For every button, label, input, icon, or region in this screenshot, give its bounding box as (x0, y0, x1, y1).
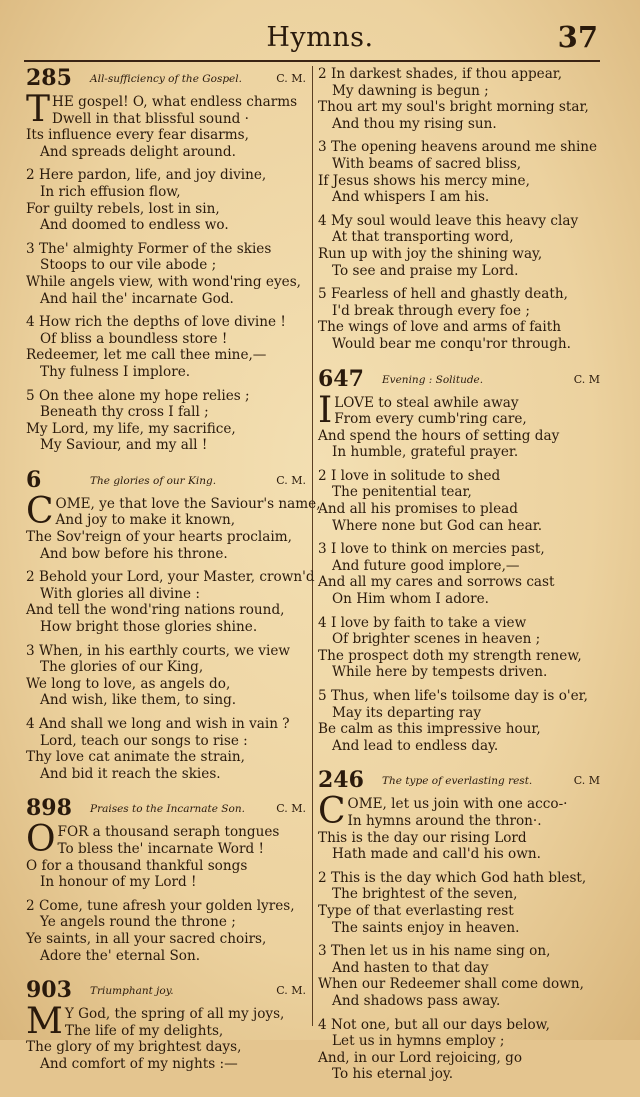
stanza (26, 569, 315, 636)
verse-line: Stoops to our vile abode ; (40, 257, 217, 274)
page-number: 37 (557, 20, 598, 54)
verse-line: To see and praise my Lord. (332, 262, 519, 279)
hymn-meter: C. M (573, 372, 600, 386)
verse-line: The Sov'reign of your hearts proclaim, (26, 529, 292, 546)
page-title: Hymns. (266, 22, 374, 53)
verse-line: 4 I love by faith to take a view (318, 614, 527, 631)
hymn (318, 768, 602, 1083)
hymn-title: Triumphant joy. (90, 985, 174, 998)
verse-line: Thou art my soul's bright morning star, (318, 99, 589, 116)
verse-line: If Jesus shows his mercy mine, (318, 172, 530, 189)
verse-line: And whispers I am his. (332, 189, 490, 206)
stanza (318, 943, 602, 1009)
stanza (318, 791, 602, 863)
verse-line: I'd break through every foe ; (332, 302, 530, 319)
verse-line: 3 I love to think on mercies past, (318, 541, 545, 558)
verse-line: With glories all divine : (40, 585, 200, 602)
verse-line: 4 Not one, but all our days below, (318, 1016, 550, 1033)
verse-line: While here by tempests driven. (332, 664, 548, 681)
verse-line: While angels view, with wond'ring eyes, (26, 273, 302, 290)
hymn-meter: C. M. (276, 72, 306, 85)
stanza (26, 388, 308, 454)
verse-line: COME, ye that love the Saviour's name, (26, 490, 321, 532)
verse-line: And shadows pass away. (332, 992, 501, 1009)
hymn-header (318, 768, 602, 796)
verse-line: ILOVE to steal awhile away (318, 389, 519, 431)
verse-line: M Y God, the spring of all my joys, (26, 1001, 285, 1043)
hymn-header (26, 66, 308, 94)
verse-line: Thy love cat animate the strain, (26, 749, 245, 766)
stanza (318, 688, 602, 754)
stanza (26, 490, 321, 562)
stanza (318, 468, 602, 534)
verse-line: And, in our Lord rejoicing, go (318, 1049, 523, 1066)
hymn (26, 466, 321, 783)
verse-line: Ye saints, in all your sacred choirs, (26, 930, 267, 947)
stanza (26, 314, 308, 380)
verse-line: 5 Thus, when life's toilsome day is o'er, (318, 688, 588, 704)
verse-line: Its influence every fear disarms, (26, 127, 249, 144)
hymn-title: The type of everlasting rest. (382, 775, 533, 788)
verse-line: 2 Here pardon, life, and joy divine, (26, 167, 267, 184)
hymn-number: 898 (26, 795, 72, 822)
verse-line: Of brighter scenes in heaven ; (332, 631, 541, 648)
verse-line: And joy to make it known, (55, 512, 236, 529)
stanza (26, 819, 308, 891)
verse-line: And thou my rising sun. (332, 115, 497, 132)
verse-line: For guilty rebels, lost in sin, (26, 200, 220, 217)
stanza (318, 541, 602, 607)
verse-line: And comfort of my nights :— (40, 1055, 238, 1072)
column-divider (312, 66, 313, 1026)
hymn-number: 647 (318, 365, 364, 392)
stanza (318, 66, 602, 132)
verse-line: And future good implore,— (332, 557, 520, 574)
verse-line: The wings of love and arms of faith (318, 319, 561, 336)
verse-line: When our Redeemer shall come down, (318, 976, 584, 993)
hymn-meter: C. M (573, 774, 600, 788)
page-header (0, 22, 640, 62)
verse-line: 5 Fearless of hell and ghastly death, (318, 286, 568, 303)
verse-line: To his eternal joy. (332, 1066, 454, 1083)
stanza (318, 139, 602, 205)
hymn-header (318, 367, 602, 395)
verse-line: From every cumb'ring care, (334, 411, 527, 428)
left-column (26, 65, 321, 1087)
hymn-header (26, 978, 308, 1006)
verse-line: And spreads delight around. (40, 143, 236, 160)
drop-cap: T (26, 89, 51, 130)
hymn-meter: C. M. (276, 802, 306, 816)
verse-line: Dwell in that blissful sound · (52, 110, 249, 127)
verse-line: May its departing ray (332, 704, 482, 721)
verse-line: How bright those glories shine. (40, 619, 258, 636)
hymn (26, 66, 308, 454)
verse-line: In humble, grateful prayer. (332, 444, 519, 461)
verse-line: And all my cares and sorrows cast (318, 574, 555, 591)
right-column (318, 66, 602, 1097)
verse-line: 4 My soul would leave this heavy clay (318, 212, 579, 229)
verse-line: We long to love, as angels do, (26, 675, 231, 692)
verse-line: My Saviour, and my all ! (40, 437, 208, 454)
hymn-header (26, 796, 308, 824)
verse-line: 4 And shall we long and wish in vain ? (26, 716, 290, 732)
stanza (318, 213, 602, 279)
verse-line: 2 Behold your Lord, your Master, crown'd (26, 569, 315, 586)
stanza (26, 898, 308, 964)
verse-line: 2 In darkest shades, if thou appear, (318, 66, 563, 82)
verse-line: The glory of my brightest days, (26, 1039, 242, 1056)
verse-line: My Lord, my life, my sacrifice, (26, 420, 236, 437)
verse-line: And lead to endless day. (332, 737, 499, 754)
hymn-meter: C. M. (276, 984, 306, 998)
verse-line: In hymns around the thron·. (347, 812, 542, 829)
verse-line: And tell the wond'ring nations round, (26, 602, 285, 619)
stanza (318, 286, 602, 352)
stanza (318, 1017, 602, 1083)
verse-line: OFOR a thousand seraph tongues (26, 819, 280, 861)
verse-line: The brightest of the seven, (332, 886, 518, 903)
verse-line: And doomed to endless wo. (40, 217, 229, 234)
stanza (26, 167, 308, 233)
drop-cap: C (318, 791, 346, 833)
stanza (318, 389, 602, 461)
verse-line: Of bliss a boundless store ! (40, 330, 228, 347)
drop-cap: M (26, 1001, 63, 1043)
hymn-number: 246 (318, 767, 364, 794)
hymn-header (26, 468, 308, 496)
verse-line: The saints enjoy in heaven. (332, 919, 520, 936)
verse-line: Be calm as this impressive hour, (318, 721, 541, 738)
stanza (26, 643, 308, 709)
hymn (26, 796, 308, 964)
verse-line: My dawning is begun ; (332, 82, 489, 99)
verse-line: To bless the' incarnate Word ! (57, 840, 264, 857)
verse-line: Ye angels round the throne ; (40, 914, 236, 931)
header-rule (24, 60, 600, 62)
verse-line: 3 Then let us in his name sing on, (318, 943, 551, 960)
verse-line: 2 This is the day which God hath blest, (318, 869, 587, 886)
drop-cap: O (26, 819, 56, 861)
hymn-number: 6 (26, 466, 42, 493)
hymn (318, 367, 602, 755)
verse-line: Beneath thy cross I fall ; (40, 404, 209, 421)
verse-line: And spend the hours of setting day (318, 427, 560, 444)
stanza (26, 89, 308, 160)
verse-line: Run up with joy the shining way, (318, 245, 543, 262)
verse-line: In honour of my Lord ! (40, 874, 197, 891)
verse-line: Redeemer, let me call thee mine,— (26, 347, 267, 364)
verse-line: And wish, like them, to sing. (40, 692, 237, 709)
verse-line: This is the day our rising Lord (318, 829, 527, 846)
verse-line: And all his promises to plead (318, 501, 518, 518)
hymn-title: All-sufficiency of the Gospel. (90, 73, 242, 85)
verse-line: 2 Come, tune afresh your golden lyres, (26, 897, 295, 914)
hymn-title: Praises to the Incarnate Son. (90, 803, 245, 816)
verse-line: And hail the' incarnate God. (40, 290, 234, 307)
verse-line: And bow before his throne. (40, 545, 228, 562)
verse-line: On Him whom I adore. (332, 591, 489, 608)
verse-line: Lord, teach our songs to rise : (40, 732, 248, 749)
verse-line: Adore the' eternal Son. (40, 947, 201, 964)
verse-line: The glories of our King, (40, 659, 204, 676)
hymn (318, 66, 602, 353)
stanza (26, 716, 308, 782)
stanza (318, 615, 602, 681)
verse-line: 3 When, in his earthly courts, we view (26, 642, 291, 659)
verse-line: In rich effusion flow, (40, 183, 181, 200)
hymn-meter: C. M. (276, 473, 306, 487)
verse-line: And bid it reach the skies. (40, 765, 221, 782)
verse-line: The prospect doth my strength renew, (318, 647, 582, 664)
verse-line: THE gospel! O, what endless charms (26, 89, 298, 130)
verse-line: COME, let us join with one acco-· (318, 791, 568, 833)
hymn-title: The glories of our King. (90, 474, 217, 487)
stanza (318, 870, 602, 936)
verse-line: The life of my delights, (64, 1022, 224, 1039)
verse-line: Let us in hymns employ ; (332, 1033, 505, 1050)
stanza (26, 241, 308, 307)
hymn-number: 285 (26, 65, 72, 91)
verse-line: Hath made and call'd his own. (332, 846, 541, 863)
verse-line: With beams of sacred bliss, (332, 155, 522, 172)
hymn-title: Evening : Solitude. (382, 373, 484, 386)
drop-cap: C (26, 490, 54, 532)
verse-line: Type of that everlasting rest (318, 902, 514, 919)
hymn (26, 978, 308, 1072)
verse-line: Thy fulness I implore. (40, 363, 191, 380)
verse-line: O for a thousand thankful songs (26, 857, 248, 874)
verse-line: 3 The' almighty Former of the skies (26, 240, 272, 257)
drop-cap: I (318, 389, 333, 431)
verse-line: The penitential tear, (332, 484, 472, 501)
verse-line: 4 How rich the depths of love divine ! (26, 314, 286, 331)
verse-line: 3 The opening heavens around me shine (318, 139, 598, 156)
hymn-number: 903 (26, 977, 72, 1004)
verse-line: Would bear me conqu'ror through. (332, 335, 571, 352)
stanza (26, 1001, 308, 1072)
verse-line: And hasten to that day (332, 959, 489, 976)
verse-line: Where none but God can hear. (332, 517, 543, 534)
verse-line: 2 I love in solitude to shed (318, 467, 501, 484)
verse-line: 5 On thee alone my hope relies ; (26, 387, 250, 404)
verse-line: At that transporting word, (332, 229, 514, 246)
